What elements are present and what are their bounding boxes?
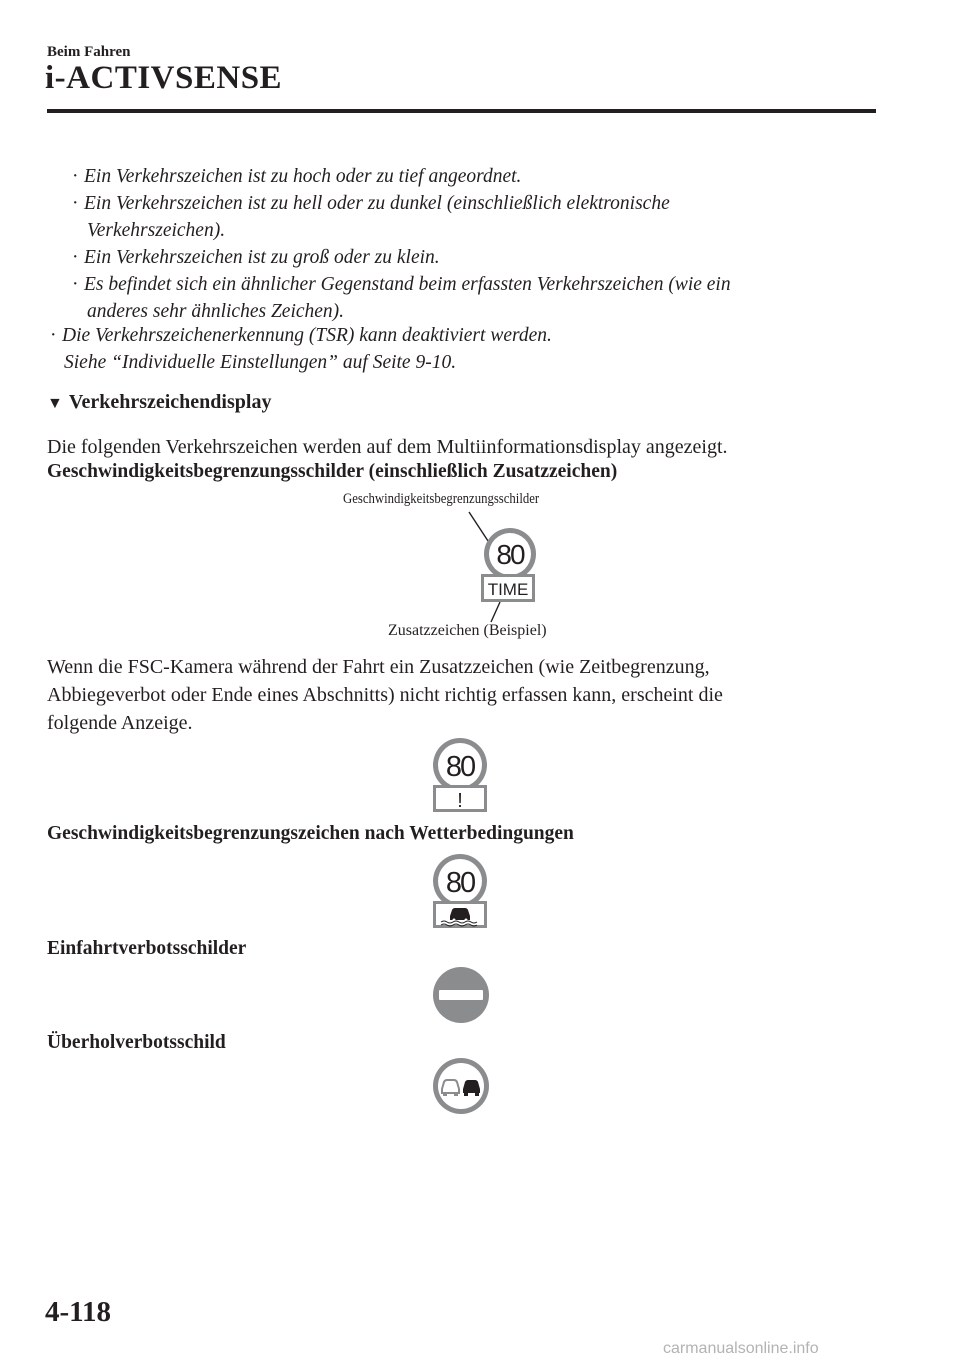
title-divider bbox=[47, 109, 876, 113]
warning-plate-icon bbox=[433, 785, 487, 812]
list-item-continuation: anderes sehr ähnliches Zeichen). bbox=[87, 301, 345, 322]
speed-limit-sign-icon bbox=[433, 854, 487, 908]
wet-road-plate-icon bbox=[433, 901, 487, 928]
list-item: · Ein Verkehrszeichen ist zu hoch oder zu tief angeordnet. bbox=[72, 166, 522, 187]
speed-limit-sign-icon bbox=[484, 528, 536, 580]
weather-heading: Geschwindigkeitsbegrenzungszeichen nach Wetterbedingungen bbox=[47, 823, 574, 844]
speed-limit-sign-icon bbox=[433, 738, 487, 792]
no-entry-heading: Einfahrtverbotsschilder bbox=[47, 938, 247, 959]
figure-speed-limit-weather bbox=[431, 852, 491, 930]
figure-speed-limit-warning bbox=[431, 736, 491, 814]
watermark: carmanualsonline.info bbox=[663, 1340, 819, 1357]
callout-speed-limit-label: Geschwindigkeitsbegrenzungsschilder bbox=[343, 491, 540, 507]
svg-text:!: ! bbox=[457, 790, 463, 812]
svg-text:80: 80 bbox=[445, 867, 475, 899]
cross-reference: Siehe “Individuelle Einstellungen” auf Seite 9-10. bbox=[64, 352, 457, 373]
svg-text:80: 80 bbox=[496, 539, 524, 570]
list-item: · Ein Verkehrszeichen ist zu hell oder zu dunkel (einschließlich elektronische bbox=[72, 193, 670, 214]
page-number: 4-118 bbox=[45, 1296, 112, 1328]
supplementary-time-plate-icon bbox=[481, 574, 535, 602]
list-item: · Die Verkehrszeichenerkennung (TSR) kann deaktiviert werden. bbox=[50, 325, 552, 346]
triangle-down-icon: ▼ bbox=[47, 395, 63, 412]
figure-speed-limit-time bbox=[460, 506, 560, 626]
svg-text:80: 80 bbox=[445, 751, 475, 783]
paragraph-line: folgende Anzeige. bbox=[47, 712, 193, 734]
speed-limit-heading: Geschwindigkeitsbegrenzungsschilder (einschließlich Zusatzzeichen) bbox=[47, 461, 618, 482]
paragraph-line: Wenn die FSC-Kamera während der Fahrt ein Zusatzzeichen (wie Zeitbegrenzung, bbox=[47, 656, 710, 678]
paragraph-line: Abbiegeverbot oder Ende eines Abschnitts) nicht richtig erfassen kann, erscheint die bbox=[47, 684, 723, 706]
list-item: · Ein Verkehrszeichen ist zu groß oder zu klein. bbox=[72, 247, 440, 268]
no-overtaking-heading: Überholverbotsschild bbox=[47, 1032, 226, 1053]
page-title: i-ACTIVSENSE bbox=[45, 60, 283, 96]
list-item-continuation: Verkehrszeichen). bbox=[87, 220, 226, 241]
list-item: · Es befindet sich ein ähnlicher Gegenstand beim erfassten Verkehrszeichen (wie ein bbox=[72, 274, 731, 295]
section-label: Beim Fahren bbox=[47, 44, 131, 60]
no-entry-sign-icon bbox=[431, 965, 491, 1025]
section-heading: ▼ Verkehrszeichendisplay bbox=[47, 391, 272, 413]
callout-supplementary-label: Zusatzzeichen (Beispiel) bbox=[388, 622, 547, 639]
intro-text: Die folgenden Verkehrszeichen werden auf dem Multiinformationsdisplay angezeigt. bbox=[47, 436, 728, 458]
no-overtaking-sign-icon bbox=[431, 1056, 491, 1116]
svg-text:TIME: TIME bbox=[487, 580, 529, 599]
